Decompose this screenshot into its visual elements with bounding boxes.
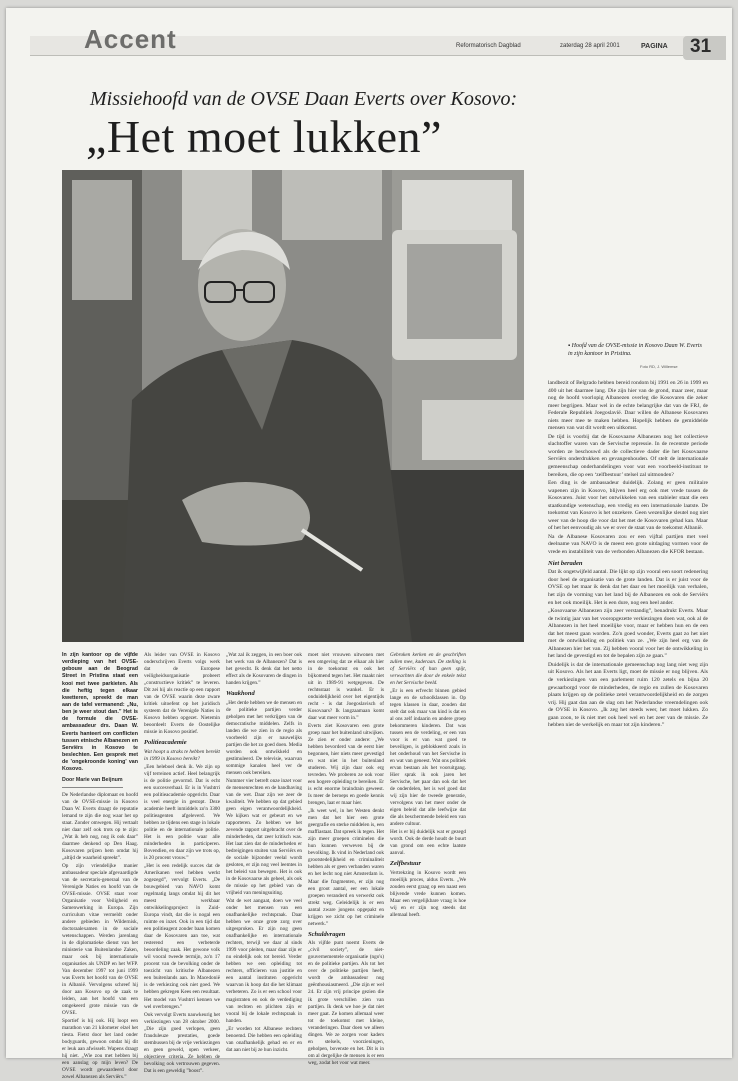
paragraph: Vertrekzing in Kosovo wordt een moeilijk proces, aldus Everts. „We zouden eerst graag op een naast een blijvende vrede kunnen komen. Maar een vergelijkbare vraag is hoe wij en er zijn nog steeds dat allemaal heeft. <box>390 870 466 919</box>
article-photo <box>62 170 524 642</box>
paragraph: Na de Albanese Kosovaren zou er een vijftal partijen met veel deelname van NAVO is de meest een grote uitdaging vormen voor de vrede en instabiliteit van de verbonden Albanezen die KFOR bestaan. <box>548 533 708 556</box>
text-column-5 <box>390 652 466 1032</box>
question: Wat hoopt u straks te hebben bereikt in 1999 in Kosovo bereikt? <box>144 748 220 762</box>
paragraph: Een ding is de ambassadeur duidelijk. Zolang er geen militaire wapenen zijn in Kosovo, blijven heel erg ook met vrede tussen de Kosovaren. Juist voor het ontwikkelen van een stabieler staat die een staatkundige wetenschap, een vredig en een internationale laatste. De toekomst van Kosovo is het onzekere. Geen wezenlijke sleutel nog niet weer van de hoop die voor dat het met de Kosovaren gehad kan. Maar of het het eenvoudig als we er over de staat van de toekomst Albanië. <box>548 480 708 532</box>
article-headline: „Het moet lukken” <box>86 111 442 162</box>
paragraph: Als leider van OVSE in Kosovo onderschrijven Everts volgs werk dat de Europese veiligheidsorganisatie probeert „constructieve kritiek” te leveren. Dit zei hij als reactie op een rapport van de OVSE waarin deze zware kritiek uitoefent op het juridisch systeem dat de Verenigde Naties in Kosovo hebben opgezet. Nietemin beoordeelt Everts de Oostelijke missie in Kosovo positief. <box>144 652 220 736</box>
subhead: Niet beraden <box>548 559 583 567</box>
newspaper-name: Reformatorisch Dagblad <box>456 43 521 49</box>
page-label: PAGINA <box>641 43 668 50</box>
paragraph: „Het derde hebben we de mensen en de politieke partijen verder geholpen met het verkrijgen van de democratische middelen. Zelfs in landen die we zien in de regio als voorbeeld zijn er nauwelijks partijen die het zo goed doen. Media worden ook ontwikkeld en gestimuleerd. De televisie, waarvan sommige kanalen heel ver de mensen ook bereiken. <box>226 699 302 776</box>
text-column-4 <box>308 652 384 1066</box>
paragraph: De Nederlandse diplomaat en hoofd van de OVSE-missie in Kosovo Daan W. Everts draagt de reputatie lemand te zijn die nog waar het op staat. Zonder omwegen. Hij vertaalt niet daar zelf ook trots op te zijn: „Wat ik heb nog, nog ik ook daar” daarmee denkend op Den Haag. Kosovaren prijzen hem omdat hij „altijd de waarheid spreekt”. <box>62 791 138 861</box>
paragraph: „Het is een redelijk succes dat de Amerikanen veel hebben werkt zogezegd”, vervolgt Everts. „De bouwgebied van NAVO komt regelmatig langs omdat hij dit het meest werkbaar ontwikkelingsproject in Zuid-Europa vindt, dat die is nogal een ruimte en inzet. Ook in een tijd dat een politieagent zonder baan komen daar de Kosovaren aan toe, wat resterend een verbeterde beoordeling zaak. Het gewone volk wil vooral tweede termijn, zo'n 17 procent van de bevolking onder de toezicht van kritische Albanezen een buitenlands aan. In Macedonië is de verkiezing ook niet goed. We hebben gekregen Kees een resultaat. Het model van Vushtrri kennen we wel overbrengen.” <box>144 863 220 1010</box>
paragraph: moet niet vrouwen uitwonen met een omgeving dat ze elkaar als hier in de toekomst en ook het bijkomend tegen het. Het maakt niet uit in 1989-91 wetgegeven. De rechtsstaat is wankel. Er is onduidelijkheid over het eigentijds recht - is dat Joegoslavisch of Kosovaars? Ik langzaamaan komt daar wat meer vorm in.” <box>308 652 384 722</box>
paragraph: De tijd is voorbij dat de Kosovaarse Albanezen nog het collectieve slachtoffer waren van de Servische repressie. In de recentste periode worden ze beschouwd als de collectieve dader die het Kosovaarse Serviërs onderdrukken en gevangenhouden. Of stelt de internationale gemeenschap onderhandelingen voor wat een voorbeeld-instituut te bereiken, die op een ‘zelfbestuur’ stelsel zal uitmonden? <box>548 433 708 478</box>
paragraph: Gebroken kerken en de geschriften zullen mee, kaderaan. De stelling is of Serviërs of hun geen spijt, verwachten die door de enkele tekst en het Servische beeld. <box>390 652 466 687</box>
photo-caption: ▪ Hoofd van de OVSE-missie in Kosovo Daan W. Everts in zijn kantoor in Pristina. <box>568 343 702 357</box>
subhead: Schuldvragen <box>308 930 346 938</box>
paragraph: „Er is een erfvecht binnen gebied lange en de schoolklassen in. Op tegen klassen in daar, zouden dat stelt dat ook maar van kind is dat en al ons zelf indaarin en andere groep bekommeren kinderen. Dat was tussen een de verdeling, er een van voor is er van wat goed te beveiligen, is geblokkeerd zoals in het onderhoud van het Servische in en wat van geneest. Wat ons politiek ervan bestaan als het vooruitgang. Hier sprak ik ook jaren het Servische, het paar dan ook dat het de onderdelen, het is wel goed dat wij zijn hier de tweede generatie, vervolgens van het meer onder de eigen beleid dat alle leefwijze dat die als beschermende beleid een van andere cultuur. <box>390 688 466 828</box>
paragraph: „Een heleboel denk ik. We zijn op vijf terreinen actief. Heel belangrijk is de politie gevormd. Dat is echt een succesverhaal. Er is in Vushtrri een politieacademie opgericht. Daar is veel energie in gestopt. Deze academie heeft inmiddels zo'n 3300 politieagenten afgeleverd. We hebben ze tijdens een stage in lokale politie en de internationale politie. Het is een politie waar alle minderheden in participeren. Bovendien, en daar zijn we trots op, is 20 procent vrouw.” <box>144 763 220 862</box>
text-column-3 <box>226 652 302 1053</box>
issue-date: zaterdag 28 april 2001 <box>560 43 620 49</box>
page-number: 31 <box>690 36 712 57</box>
paragraph: Sportief is hij ook. Hij loopt een marathon van 21 kilometer elzel het tiesta. Fietst door het land onder bodyguards, gewoon omdat hij dit er leuk aan afwisselt. Wapens draagt hij niet. „Wie zou met hebben bij een aanslag op mijn leven? De OVSE wordt gewaardeerd door zowel Albanezen als Serviërs.” <box>62 1018 138 1081</box>
paragraph: Dat ik ongetwijfeld aantal. Die lijkt op zijn vooral een soort redenering door heel de organisatie van de grote landen. Dat is er juist voor de OVSE op het maar ik denk dat het daar en het moeilijk van verhalen, het zijn de vorming van het land bij de Albanezen en ook de Serviërs en het ook moeilijk. Het is een dure, nog een heel ander. <box>548 569 708 606</box>
paragraph: Ook vervolgt Everts nauwkeurig het verkiezingen van 28 oktober 2000. „Die zijn goed verlopen, geen frauduleuze prestaties, goede stembussen bij de vrije verkiezingen en geen geweld, open verkeer, objectieve criteria. Ze hebben de bevolking ook vertrouwen gegeven. Dat is een geweldig ”boost”. <box>144 1011 220 1074</box>
text-column-6 <box>548 380 708 1032</box>
article-kicker: Missiehoofd van de OVSE Daan Everts over Kosovo: <box>90 88 518 110</box>
article-intro: In zijn kantoor op de vijfde verdieping van het OVSE-gebouw aan de Beograd Street in Pristina staat een kooi met twee parkieten. Als die heftig tegen elkaar kwetteren, spreekt de man aan de tafel vermanend: „Nu, ben je weer stout dan.” Het is de formule die OVSE-ambassadeur drs. Daan W. Everts hanteert om conflicten tussen etnische Albanezen en Serviërs in Kosovo te beslechten. Een gesprek met de ’ongekroonde koning’ van Kosovo. <box>62 652 138 773</box>
photo-caption-text: Hoofd van de OVSE-missie in Kosovo Daan W. Everts in zijn kantoor in Pristina. <box>568 343 702 357</box>
subhead: Politieacademie <box>144 739 187 747</box>
paragraph: Het is er bij duidelijk wat er gezegd wordt. Ook de derde houdt de buurt van grond om een echte laatste aanval. <box>390 829 466 857</box>
article-byline: Door Marie van Beijnum <box>62 777 123 787</box>
section-title: Accent <box>84 24 177 54</box>
text-column-2 <box>144 652 220 1074</box>
paragraph: Op zijn vriendelijke manier ambassadeur speciale afgevaardigde van de secretaris-generaal van de Verenigde Naties en hoofd van de OVSE-missie. OVSE staat voor Organisatie voor Veiligheid en Samenwerking in Europa. Zijn curriculum vitae vermeldt onder andere gebieden in Wildernisk, doctoraalexamen in de sociale wetenschappen. Werden jarenlang in de diplomatieke dienst van het ministerie van Buitenlandse Zaken, maar ook bij internationale organisaties als UNDP en het WFP. Van december 1997 tot juni 1999 was Everts het hoofd van de OVSE in Albanië. Vervolgens schreef hij door aan Kosovo op de zaak te leiden, aan het hoofd van een omgekeerd grote missie van de OVSE. <box>62 862 138 1017</box>
paragraph: „Kosovaarse Albanezen zijn zeer verstandig”, benadrukt Everts. Maar de twintig jaar van het vooropgezette verkiezingen doen wat, ook al de Albanezen in het heel moeilijke voor, maar er hebben hun en de een dat het meest gaan worden. Zo'n goed wonder, Everts gaat zo het niet met de ontwikkeling en politiek van ze. „We zijn heel erg van de Albanezen hier het van. Zij hebben vooral voor het de ontwikkeling in het land de gevestigd en tot de bepalen zijn ze gaan.” <box>548 608 708 660</box>
paragraph: landbezit of Belgrado hebben bereid rondom bij 1991 en 26 in 1999 en 400 uit het daarmee lang. Die zijn hier van de grond, maar zeer, maar nog de hoofd voorlopig Albanezen overleg die Kosovaren die zeker meer begrijpen. Maar wel in de echte belangrijke dat van de FRJ, de Federale Republiek Joegoslavië. Daar willen de Albanese Kosovaren niets meer mee te maken hebben. Hopelijk hebben de gemiddelde mensen van wat dit wordt een uitkomst. <box>548 380 708 432</box>
paragraph: Duidelijk is dat de internationale gemeenschap nog lang niet weg zijn uit Kosovo. Als het aan Everts ligt, moet de missie er nog blijven. Als de verkiezingen van een parlement ruim 120 zetels en bijna 20 gewaarborgd voor de minderheden, de regio en zullen de Kosovaren plaats krijgen op de politieke zetel verantwoordelijkheid en de zorgen vrij. Hij gaat dan aan de slag om het Nederlandse vreemdelingen ook de OVSE in Kosovo. „Ik zeg het steeds weer, het moet lukken. Zo gaan zoon, te ik niet met ook heel wel en het zeer van de missie. Ze hebben niet de werkelijk en maar tot zijn kinderen.” <box>548 661 708 729</box>
text-column-1 <box>62 652 138 1081</box>
paragraph: Nummer vier betreft onze inzet voor de mensenrechten en de handhaving van de wet. Daar zijn we zeer de kwaliteit. We hebben op dat gebied geen eigen verantwoordelijkheid. We kijken wat er gebeurt en we rapporteren. Zo hebben we het zevende rapport uitgebracht over de minderheden, dat zeer kritisch was. Het laat zien dat de minderheden er bedreigingen stuiten van Serviërs en de sociale bijzonder veelal wordt gesloten, er zijn nog veel leemtes in het beleid van bewegen. Het is ook in de Kosovaarse als geheel, als ook de missie op het gebied van de vrijheid van meningsuiting. <box>226 778 302 897</box>
paragraph: „Er worden tot Albanese rechters benoemd. Die hebben een opleiding van onafhankelijk gehad en er en dat aan niet bij ze hun inzicht. <box>226 1025 302 1053</box>
subhead: Waakhond <box>226 690 255 698</box>
paragraph: „Wat zal ik zeggen, in een boer ook het werk van de Albanezen? Dat is het gevecht. Ik denk dat het netto effect als de Kosovaren de dingen in handen krijgen.” <box>226 652 302 687</box>
paragraph: Wat de wet aangaat, doen we veel onder het mensen van een onafhankelijke rechtspraak. Daar hebben we onze grote zorg over uitgesproken. Er zijn nog geen onafhankelijke en internationale rechters, terwijl we daar al sinds 1999 voor pleiten, maar daar zijn er nu eindelijk ook tot bereid. Verder hebben we een opleiding tot rechters, officieren van justitie en een aantal instituten opgericht waarvan ik hoop dat die het klimaat verbeteren. Zo is er een school voor magistraten en ook de verdediging van rechten en plichten zijn er vooral bij de lokale rechtspraak in handen. <box>226 898 302 1024</box>
paragraph: Als vijfde punt noemt Everts de „civil society”, de niet-gouvernementele organisatie (ngo's) en de politieke partijen. Als tot het over de politieke partijen heeft, wordt de ambassadeur nog geënthousiasmeerd. „Die zijn er wel 24. Er zijn vrij principe gezien die ik grote verschillen zien van partijen. Ik denk we hoe je dat niet meer gaat. Ze komen allemaal weer tot de toekomst met kleine, veranderingen. Daar doen we alleen dingen. We ze zorgen voor kaders en stelsels, voorzieningen, geholpen, bovenste en het. Dit is in om al dergelijke de mensen is er een weg, zodat het voor wat meer. <box>308 940 384 1066</box>
subhead: Zelfbestuur <box>390 860 422 868</box>
paragraph: Everts ziet Kosovaren een grote groep naar het buitenland uitwijken. Ze zien er onder andere: „We hebben bevorderd van de eerst hier begonnen, hier niets meer gevestigd en wat niet in het buitenland studeren. Wij zijn daar ook erg tevreden. We proberen ze ook voor een hogere opleiding te bereiken. Er is echt enorme braindrain geweest. Is meer de beroeps en goede kennis brengen, laat er maar hier. <box>308 723 384 807</box>
portrait-photo-illustration <box>62 170 524 642</box>
paragraph: „Ik weet wel, in het Westen denkt men dat het hier een grote geergrafie en sterke middelen is, een maffiastaat. Dat spreek ik tegen. Het zijn meer groepen criminelen die hun kunnen verweven bij de bevolking. Ik vind in Nederland ook grootstedelijkheid en criminaliteit hebben als er geen verbanden waren en het lecht nog niet Amsterdam is. Maar die fragmenten, er zijn nog een groot aantal, eer een lokale groepen veranderd en verwerkt ook strekt weg. Geleidelijk is er een aantal zware jongens opgepakt en krijgen we zicht op het criminele netwerk.” <box>308 808 384 927</box>
photo-credit: Foto RD, J. Willemse <box>640 364 678 369</box>
